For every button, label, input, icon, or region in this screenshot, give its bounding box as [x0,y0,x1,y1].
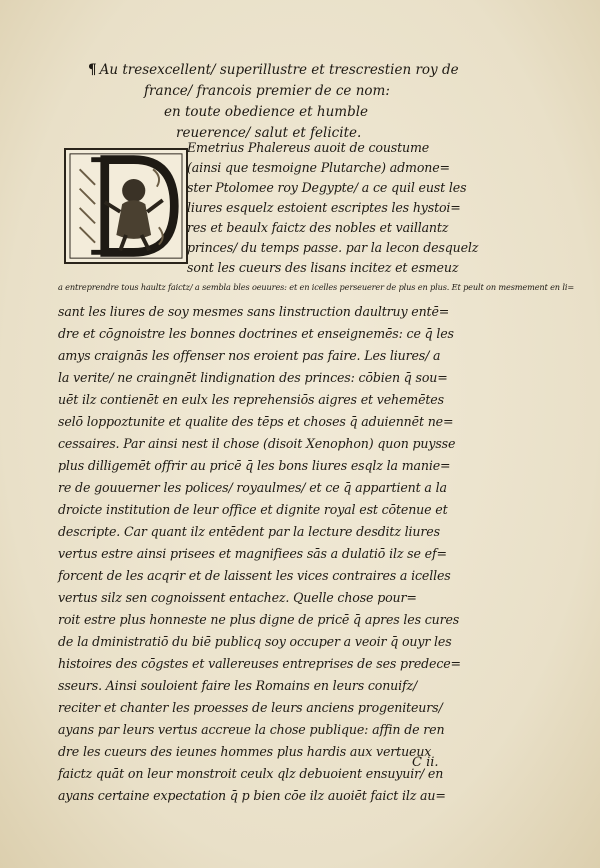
text-line: Emetrius Phalereus auoit de coustume [187,140,430,155]
text-line: vertus estre ainsi prisees et magnifiees sās a dulatiō ilz se ef= [58,546,447,561]
heading-line: france/ francois premier de ce nom: [144,83,390,99]
text-line: liures esquelz estoient escriptes les hystoi= [187,200,461,215]
text-line: histoires des cōgstes et vallereuses entreprises de ses predece= [58,656,461,671]
text-line: (ainsi que tesmoigne Plutarche) admone= [187,160,450,175]
text-line: vertus silz sen cognoissent entachez. Quelle chose pour= [58,590,417,605]
text-line: ster Ptolomee roy Degypte/ a ce quil eust les [187,180,467,195]
heading-line: en toute obedience et humble [164,104,369,120]
text-line: descripte. Car quant ilz entēdent par la lecture desditz liures [58,524,440,539]
text-line: de la dministratiō du biē publicq soy occuper a veoir q̄ ouyr les [58,634,452,649]
dedication-heading [88,60,508,144]
text-line: sont les cueurs des lisans incitez et esmeuz [187,260,459,275]
signature-mark: C ii. [412,755,439,770]
text-line: sant les liures de soy mesmes sans linstruction daultruy entē= [58,304,450,319]
text-line: la verite/ ne craingnēt lindignation des princes: cōbien q̄ sou= [58,370,448,385]
pilcrow-icon: ¶ [88,62,97,78]
text-line: res et beaulx faictz des nobles et vaillantz [187,220,449,235]
text-line: ayans certaine expectation q̄ p bien cōe ilz auoiēt faict ilz au= [58,788,446,803]
text-line: a entreprendre tous haultz faictz/ a sembla bles oeuures: et en icelles perseuerer de plus en plus. Et peult on mesmement en li= [58,282,575,292]
text-line: cessaires. Par ainsi nest il chose (disoit Xenophon) quon puysse [58,436,456,451]
heading-line: reuerence/ salut et felicite. [176,125,362,141]
text-line: sseurs. Ainsi souloient faire les Romains en leurs conuifz/ [58,678,418,693]
woodcut-illustration-icon [66,150,186,262]
decorated-initial-d-icon [64,148,188,264]
heading-line: ¶ Au tresexcellent/ superillustre et trescrestien roy de [88,62,459,78]
text-line: droicte institution de leur office et dignite royal est cōtenue et [58,502,448,517]
text-line: amys craignās les offenser nos eroient pas faire. Les liures/ a [58,348,441,363]
text-line: ayans par leurs vertus accreue la chose publique: affin de ren [58,722,445,737]
text-line: princes/ du temps passe. par la lecon desquelz [187,240,479,255]
text-line: selō loppoztunite et qualite des tēps et choses q̄ aduiennēt ne= [58,414,454,429]
text-line: plus dilligemēt offrir au pricē q̄ les bons liures esqlz la manie= [58,458,451,473]
text-line: dre et cōgnoistre les bonnes doctrines et enseignemēs: ce q̄ les [58,326,454,341]
text-line: faictz quāt on leur monstroit ceulx qlz debuoient ensuyuir/ en [58,766,444,781]
text-line: roit estre plus honneste ne plus digne de pricē q̄ apres les cures [58,612,460,627]
text-line: reciter et chanter les proesses de leurs anciens progeniteurs/ [58,700,443,715]
text-line: uēt ilz contienēt en eulx les reprehensiōs aigres et vehemētes [58,392,444,407]
text-line: dre les cueurs des ieunes hommes plus hardis aux vertueux [58,744,432,759]
text-line: re de gouuerner les polices/ royaulmes/ et ce q̄ appartient a la [58,480,447,495]
text-line: forcent de les acqrir et de laissent les vices contraires a icelles [58,568,451,583]
